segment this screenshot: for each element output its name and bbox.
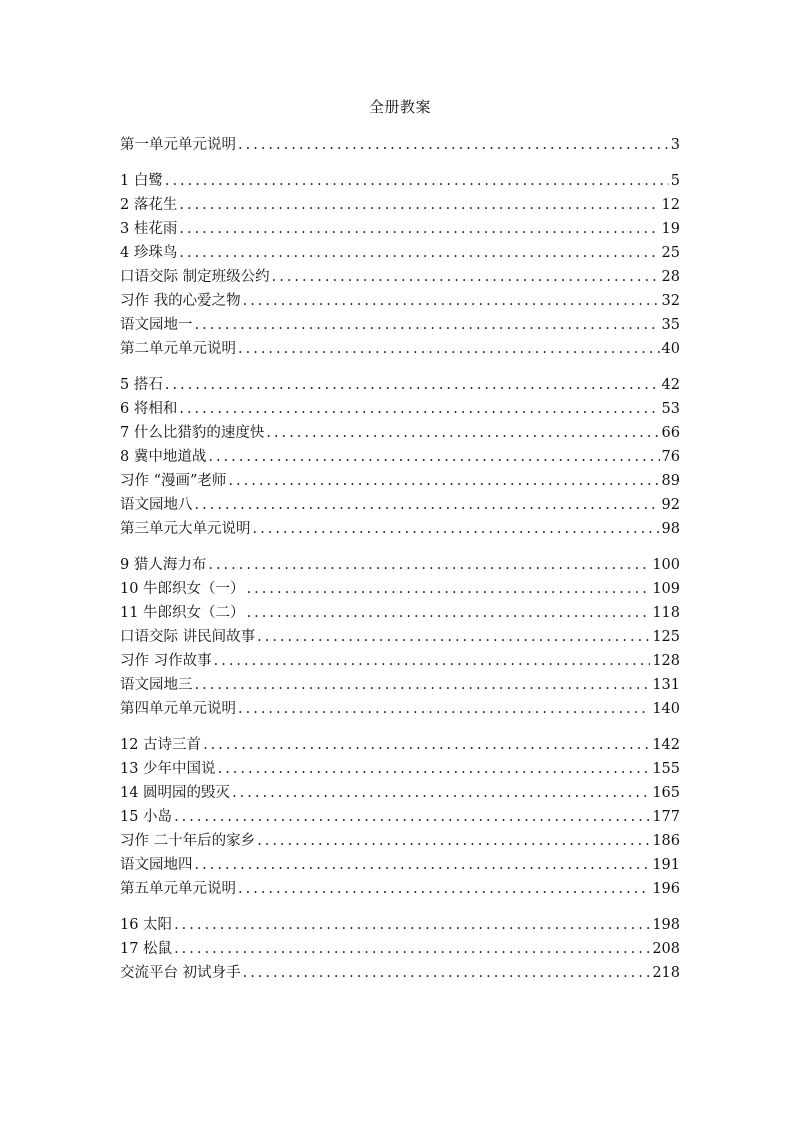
toc-dot-leader (195, 853, 651, 877)
toc-entry-label: 第五单元单元说明 (120, 881, 236, 897)
toc-dot-leader (232, 781, 650, 805)
toc-page-number: 12 (661, 197, 680, 213)
toc-entry-label: 习作 二十年后的家乡 (120, 833, 256, 849)
toc-entry[interactable] (120, 265, 680, 289)
toc-entry-label: 口语交际 制定班级公约 (120, 269, 270, 285)
toc-entry-label: 第三单元大单元说明 (120, 521, 251, 537)
toc-entry[interactable] (120, 241, 680, 265)
toc-page-number: 89 (661, 473, 680, 489)
toc-entry-label: 第四单元单元说明 (120, 701, 236, 717)
toc-dot-leader (247, 601, 651, 625)
toc-dot-leader (243, 961, 651, 985)
toc-page-number: 40 (661, 341, 680, 357)
toc-entry-label: 第一单元单元说明 (120, 137, 236, 153)
toc-entry[interactable] (120, 781, 680, 805)
toc-entry-label: 第二单元单元说明 (120, 341, 236, 357)
toc-page-number: 19 (661, 221, 680, 237)
toc-entry-label: 12 古诗三首 (120, 737, 202, 753)
toc-unit-entry[interactable] (120, 337, 680, 361)
toc-dot-leader (253, 517, 660, 541)
toc-page-number: 177 (652, 809, 680, 825)
toc-dot-leader (238, 337, 660, 361)
toc-dot-leader (165, 373, 660, 397)
toc-dot-leader (179, 397, 659, 421)
toc-entry-label: 17 松鼠 (120, 941, 173, 957)
toc-page-number: 100 (652, 557, 680, 573)
toc-page-number: 186 (652, 833, 680, 849)
toc-entry[interactable] (120, 937, 680, 961)
toc-entry-label: 14 圆明园的毁灭 (120, 785, 231, 801)
toc-page-number: 165 (652, 785, 680, 801)
toc-entry-label: 16 太阳 (120, 917, 173, 933)
toc-page-number: 198 (652, 917, 680, 933)
toc-entry-label: 8 冀中地道战 (120, 449, 207, 465)
toc-entry-label: 5 搭石 (120, 377, 163, 393)
toc-dot-leader (272, 265, 660, 289)
toc-dot-leader (238, 877, 650, 901)
toc-entry-label: 6 将相和 (120, 401, 178, 417)
toc-entry-label: 习作 “漫画”老师 (120, 473, 227, 489)
toc-page-number: 98 (661, 521, 680, 537)
toc-dot-leader (174, 913, 650, 937)
toc-entry[interactable] (120, 397, 680, 421)
toc-entry-label: 1 白鹭 (120, 173, 163, 189)
toc-dot-leader (214, 649, 651, 673)
toc-entry-label: 3 桂花雨 (120, 221, 178, 237)
toc-entry[interactable] (120, 193, 680, 217)
toc-page-number: 42 (661, 377, 680, 393)
toc-entry[interactable] (120, 853, 680, 877)
toc-page-number: 142 (652, 737, 680, 753)
table-of-contents (120, 133, 680, 985)
toc-page-number: 76 (661, 449, 680, 465)
toc-entry-label: 语文园地三 (120, 677, 193, 693)
toc-dot-leader (243, 289, 660, 313)
toc-entry[interactable] (120, 445, 680, 469)
toc-entry-label: 11 牛郎织女（二） (120, 605, 245, 621)
toc-dot-leader (179, 193, 659, 217)
toc-entry-label: 7 什么比猎豹的速度快 (120, 425, 265, 441)
toc-page-number: 128 (652, 653, 680, 669)
toc-unit-entry[interactable] (120, 697, 680, 721)
toc-dot-leader (257, 829, 650, 853)
toc-page-number: 92 (661, 497, 680, 513)
toc-dot-leader (174, 805, 650, 829)
toc-page-number: 196 (652, 881, 680, 897)
toc-entry-label: 语文园地八 (120, 497, 193, 513)
toc-dot-leader (238, 697, 650, 721)
toc-entry-label: 口语交际 讲民间故事 (120, 629, 256, 645)
toc-entry[interactable] (120, 169, 680, 193)
toc-page-number: 118 (652, 605, 680, 621)
toc-entry[interactable] (120, 961, 680, 985)
toc-entry[interactable] (120, 757, 680, 781)
toc-dot-leader (266, 421, 659, 445)
toc-entry[interactable] (120, 913, 680, 937)
toc-dot-leader (179, 241, 659, 265)
toc-dot-leader (195, 493, 660, 517)
toc-dot-leader (195, 673, 651, 697)
toc-entry-label: 2 落花生 (120, 197, 178, 213)
toc-dot-leader (165, 169, 669, 193)
toc-unit-entry[interactable] (120, 517, 680, 541)
toc-entry[interactable] (120, 649, 680, 673)
toc-entry[interactable] (120, 553, 680, 577)
toc-page-number: 131 (652, 677, 680, 693)
toc-entry[interactable] (120, 289, 680, 313)
toc-entry[interactable] (120, 577, 680, 601)
toc-page-number: 208 (652, 941, 680, 957)
toc-entry-label: 习作 习作故事 (120, 653, 212, 669)
toc-page-number: 218 (652, 965, 680, 981)
toc-entry[interactable] (120, 625, 680, 649)
toc-page-number: 140 (652, 701, 680, 717)
toc-page-number: 28 (661, 269, 680, 285)
toc-entry-label: 13 少年中国说 (120, 761, 216, 777)
toc-dot-leader (179, 217, 659, 241)
toc-entry-label: 习作 我的心爱之物 (120, 293, 241, 309)
toc-entry-label: 15 小岛 (120, 809, 173, 825)
toc-entry[interactable] (120, 673, 680, 697)
toc-page-number: 109 (652, 581, 680, 597)
toc-dot-leader (174, 937, 650, 961)
toc-entry-label: 4 珍珠鸟 (120, 245, 178, 261)
toc-entry-label: 语文园地一 (120, 317, 193, 333)
toc-entry[interactable] (120, 733, 680, 757)
toc-page-number: 32 (661, 293, 680, 309)
toc-dot-leader (247, 577, 651, 601)
toc-entry[interactable] (120, 805, 680, 829)
toc-page-number: 155 (652, 761, 680, 777)
toc-page-number: 3 (670, 137, 680, 153)
toc-dot-leader (203, 733, 650, 757)
toc-dot-leader (208, 445, 659, 469)
toc-dot-leader (195, 313, 660, 337)
toc-dot-leader (238, 133, 669, 157)
toc-entry-label: 9 猎人海力布 (120, 557, 207, 573)
toc-page-number: 25 (661, 245, 680, 261)
toc-entry[interactable] (120, 601, 680, 625)
toc-entry[interactable] (120, 421, 680, 445)
toc-page-number: 5 (670, 173, 680, 189)
toc-entry-label: 10 牛郎织女（一） (120, 581, 245, 597)
toc-entry[interactable] (120, 469, 680, 493)
toc-entry[interactable] (120, 493, 680, 517)
toc-entry-label: 交流平台 初试身手 (120, 965, 241, 981)
toc-page-number: 53 (661, 401, 680, 417)
toc-page-number: 191 (652, 857, 680, 873)
toc-page-number: 125 (652, 629, 680, 645)
toc-dot-leader (228, 469, 659, 493)
toc-entry[interactable] (120, 313, 680, 337)
toc-entry[interactable] (120, 829, 680, 853)
toc-entry-label: 语文园地四 (120, 857, 193, 873)
toc-page-number: 35 (661, 317, 680, 333)
toc-page-number: 66 (661, 425, 680, 441)
toc-entry[interactable] (120, 373, 680, 397)
toc-unit-entry[interactable] (120, 133, 680, 157)
toc-entry[interactable] (120, 217, 680, 241)
toc-dot-leader (218, 757, 651, 781)
toc-dot-leader (208, 553, 650, 577)
page-title: 全册教案 (368, 98, 431, 116)
toc-dot-leader (257, 625, 650, 649)
toc-unit-entry[interactable] (120, 877, 680, 901)
